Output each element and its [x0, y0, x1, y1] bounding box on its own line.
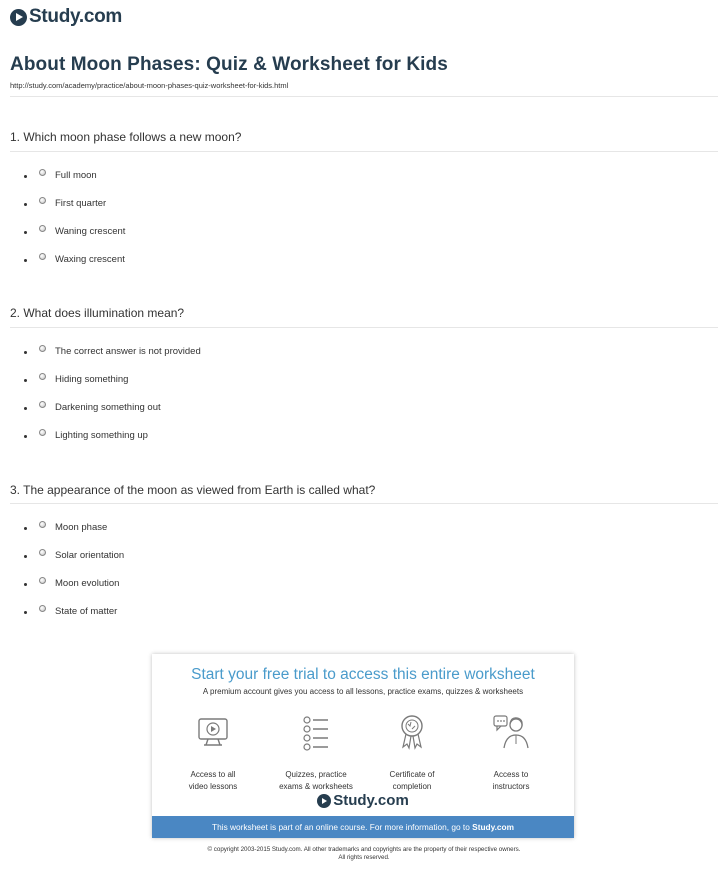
promo-study-logo[interactable] — [152, 792, 574, 809]
radio-button-icon[interactable] — [39, 401, 46, 408]
answer-option[interactable]: Full moon — [24, 170, 97, 181]
radio-button-icon[interactable] — [39, 197, 46, 204]
answer-option[interactable]: Lighting something up — [24, 430, 148, 441]
quiz-list-icon — [296, 712, 336, 752]
study-logo[interactable] — [10, 6, 122, 28]
question-3: 3. The appearance of the moon as viewed from Earth is called what? — [10, 483, 376, 497]
video-lesson-icon — [193, 712, 233, 752]
bullet-icon — [24, 407, 27, 410]
page-url[interactable]: http://study.com/academy/practice/about-moon-phases-quiz-worksheet-for-kids.html — [10, 81, 289, 90]
copyright-footer: © copyright 2003-2015 Study.com. All other trademarks and copyrights are the property of their respective owners. All rights reserved. — [207, 846, 521, 861]
radio-button-icon[interactable] — [39, 253, 46, 260]
radio-button-icon[interactable] — [39, 429, 46, 436]
promo-heading[interactable]: Start your free trial to access this entire worksheet — [191, 666, 535, 683]
radio-button-icon[interactable] — [39, 225, 46, 232]
logo-wordmark: Study.com — [29, 6, 123, 27]
radio-button-icon[interactable] — [39, 169, 46, 176]
bullet-icon — [24, 435, 27, 438]
divider — [10, 96, 718, 97]
premium-promo-box — [152, 654, 574, 838]
study-play-icon — [317, 794, 331, 808]
divider — [10, 503, 718, 504]
bullet-icon — [24, 379, 27, 382]
radio-button-icon[interactable] — [39, 521, 46, 528]
feature-quizzes — [271, 712, 361, 793]
answer-option[interactable]: The correct answer is not provided — [24, 346, 201, 357]
study-link[interactable]: Study.com — [472, 822, 514, 832]
radio-button-icon[interactable] — [39, 345, 46, 352]
radio-button-icon[interactable] — [39, 605, 46, 612]
page-title: About Moon Phases: Quiz & Worksheet for Kids — [10, 54, 448, 75]
answer-option[interactable]: Moon phase — [24, 522, 107, 533]
answer-option[interactable]: Hiding something — [24, 374, 128, 385]
divider — [10, 327, 718, 328]
radio-button-icon[interactable] — [39, 577, 46, 584]
bullet-icon — [24, 231, 27, 234]
radio-button-icon[interactable] — [39, 549, 46, 556]
answer-option[interactable]: Darkening something out — [24, 402, 161, 413]
answer-option[interactable]: Moon evolution — [24, 578, 119, 589]
answer-option[interactable]: Waning crescent — [24, 226, 125, 237]
feature-label: Access to all video lessons — [188, 770, 238, 791]
bullet-icon — [24, 203, 27, 206]
instructor-icon — [491, 712, 531, 752]
bullet-icon — [24, 555, 27, 558]
bullet-icon — [24, 527, 27, 530]
divider — [10, 151, 718, 152]
bullet-icon — [24, 259, 27, 262]
bullet-icon — [24, 175, 27, 178]
radio-button-icon[interactable] — [39, 373, 46, 380]
feature-label: Access to instructors — [492, 770, 530, 791]
study-play-icon — [10, 9, 27, 26]
bullet-icon — [24, 351, 27, 354]
answer-option[interactable]: State of matter — [24, 606, 117, 617]
answer-option[interactable]: First quarter — [24, 198, 106, 209]
answer-option[interactable]: Waxing crescent — [24, 254, 125, 265]
feature-certificate — [367, 712, 457, 793]
question-1: 1. Which moon phase follows a new moon? — [10, 130, 242, 144]
answer-option[interactable]: Solar orientation — [24, 550, 124, 561]
feature-instructors — [466, 712, 556, 793]
certificate-icon — [392, 712, 432, 752]
question-2: 2. What does illumination mean? — [10, 306, 185, 320]
bullet-icon — [24, 583, 27, 586]
logo-wordmark: Study.com — [333, 792, 409, 809]
promo-subheading: A premium account gives you access to all lessons, practice exams, quizzes & worksheets — [202, 687, 524, 696]
promo-info-bar: This worksheet is part of an online course. For more information, go to Study.com — [152, 816, 574, 838]
feature-label: Certificate of completion — [389, 770, 435, 791]
bullet-icon — [24, 611, 27, 614]
feature-video-lessons — [168, 712, 258, 793]
feature-label: Quizzes, practice exams & worksheets — [279, 770, 353, 791]
